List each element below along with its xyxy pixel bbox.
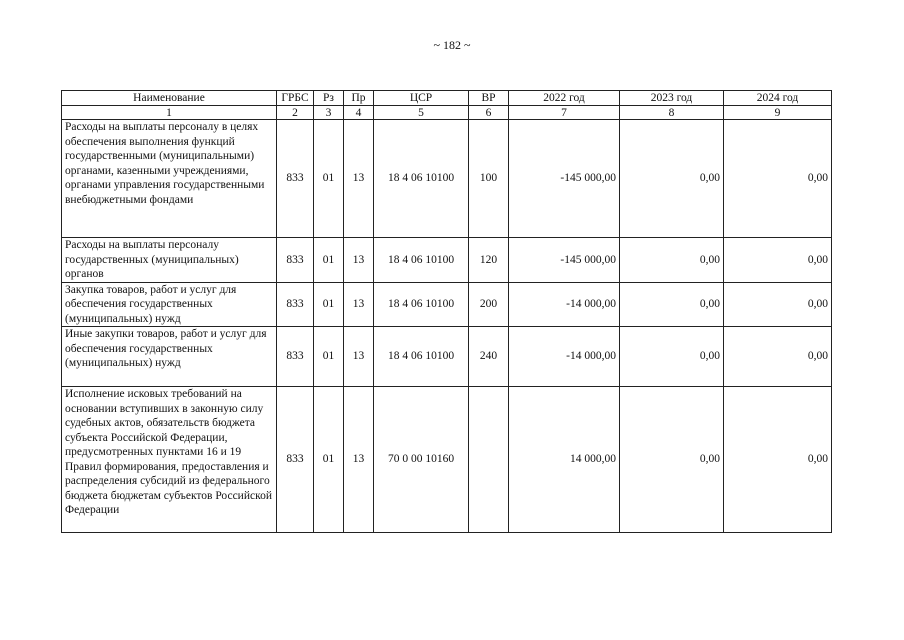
row-name: Иные закупки товаров, работ и услуг для обеспечения государственных (муниципальных) нужд <box>62 327 277 387</box>
column-number: 9 <box>724 106 832 120</box>
header-grbs: ГРБС <box>277 91 314 106</box>
row-csr: 18 4 06 10100 <box>374 282 469 327</box>
row-csr: 18 4 06 10100 <box>374 327 469 387</box>
column-number: 4 <box>344 106 374 120</box>
row-name: Исполнение исковых требований на основании вступивших в законную силу судебных актов, обязательств бюджета субъекта Российской Федерации, предусмотренных пунктами 16 и 19 Правил формирования, предоставления и распределения субсидий из федерального бюджета бюджетам субъектов Российской Федерации <box>62 387 277 533</box>
row-vr: 100 <box>469 120 509 238</box>
header-vr: ВР <box>469 91 509 106</box>
header-name: Наименование <box>62 91 277 106</box>
header-row <box>62 91 832 106</box>
row-vr: 240 <box>469 327 509 387</box>
table-row <box>62 238 832 283</box>
row-2024: 0,00 <box>724 282 832 327</box>
row-vr: 200 <box>469 282 509 327</box>
row-grbs: 833 <box>277 238 314 283</box>
header-2024: 2024 год <box>724 91 832 106</box>
row-pr: 13 <box>344 327 374 387</box>
row-2023: 0,00 <box>620 282 724 327</box>
row-pr: 13 <box>344 238 374 283</box>
row-vr: 120 <box>469 238 509 283</box>
row-rz: 01 <box>314 327 344 387</box>
header-pr: Пр <box>344 91 374 106</box>
row-2023: 0,00 <box>620 120 724 238</box>
row-rz: 01 <box>314 387 344 533</box>
row-2024: 0,00 <box>724 327 832 387</box>
row-pr: 13 <box>344 282 374 327</box>
table-row <box>62 327 832 387</box>
row-2022: -145 000,00 <box>509 120 620 238</box>
table-row <box>62 282 832 327</box>
row-name: Закупка товаров, работ и услуг для обеспечения государственных (муниципальных) нужд <box>62 282 277 327</box>
row-pr: 13 <box>344 387 374 533</box>
row-2023: 0,00 <box>620 387 724 533</box>
row-2023: 0,00 <box>620 238 724 283</box>
column-number: 3 <box>314 106 344 120</box>
column-number: 5 <box>374 106 469 120</box>
header-2022: 2022 год <box>509 91 620 106</box>
row-2024: 0,00 <box>724 387 832 533</box>
header-2023: 2023 год <box>620 91 724 106</box>
row-grbs: 833 <box>277 327 314 387</box>
row-grbs: 833 <box>277 387 314 533</box>
row-csr: 18 4 06 10100 <box>374 238 469 283</box>
column-number: 6 <box>469 106 509 120</box>
row-2022: -14 000,00 <box>509 282 620 327</box>
column-number: 8 <box>620 106 724 120</box>
row-rz: 01 <box>314 282 344 327</box>
row-2022: -14 000,00 <box>509 327 620 387</box>
budget-table <box>61 90 832 533</box>
row-name: Расходы на выплаты персоналу в целях обеспечения выполнения функций государственными (муниципальными) органами, казенными учреждениями, органами управления государственными внебюджетными фондами <box>62 120 277 238</box>
row-rz: 01 <box>314 238 344 283</box>
row-2022: -145 000,00 <box>509 238 620 283</box>
header-rz: Рз <box>314 91 344 106</box>
row-vr <box>469 387 509 533</box>
row-2024: 0,00 <box>724 120 832 238</box>
row-2023: 0,00 <box>620 327 724 387</box>
row-csr: 70 0 00 10160 <box>374 387 469 533</box>
table-row <box>62 120 832 238</box>
column-number: 2 <box>277 106 314 120</box>
column-number-row <box>62 106 832 120</box>
table-row <box>62 387 832 533</box>
row-csr: 18 4 06 10100 <box>374 120 469 238</box>
row-grbs: 833 <box>277 120 314 238</box>
row-name: Расходы на выплаты персоналу государственных (муниципальных) органов <box>62 238 277 283</box>
row-rz: 01 <box>314 120 344 238</box>
column-number: 7 <box>509 106 620 120</box>
row-grbs: 833 <box>277 282 314 327</box>
page-number: ~ 182 ~ <box>433 38 471 52</box>
row-pr: 13 <box>344 120 374 238</box>
row-2024: 0,00 <box>724 238 832 283</box>
header-csr: ЦСР <box>374 91 469 106</box>
row-2022: 14 000,00 <box>509 387 620 533</box>
column-number: 1 <box>62 106 277 120</box>
